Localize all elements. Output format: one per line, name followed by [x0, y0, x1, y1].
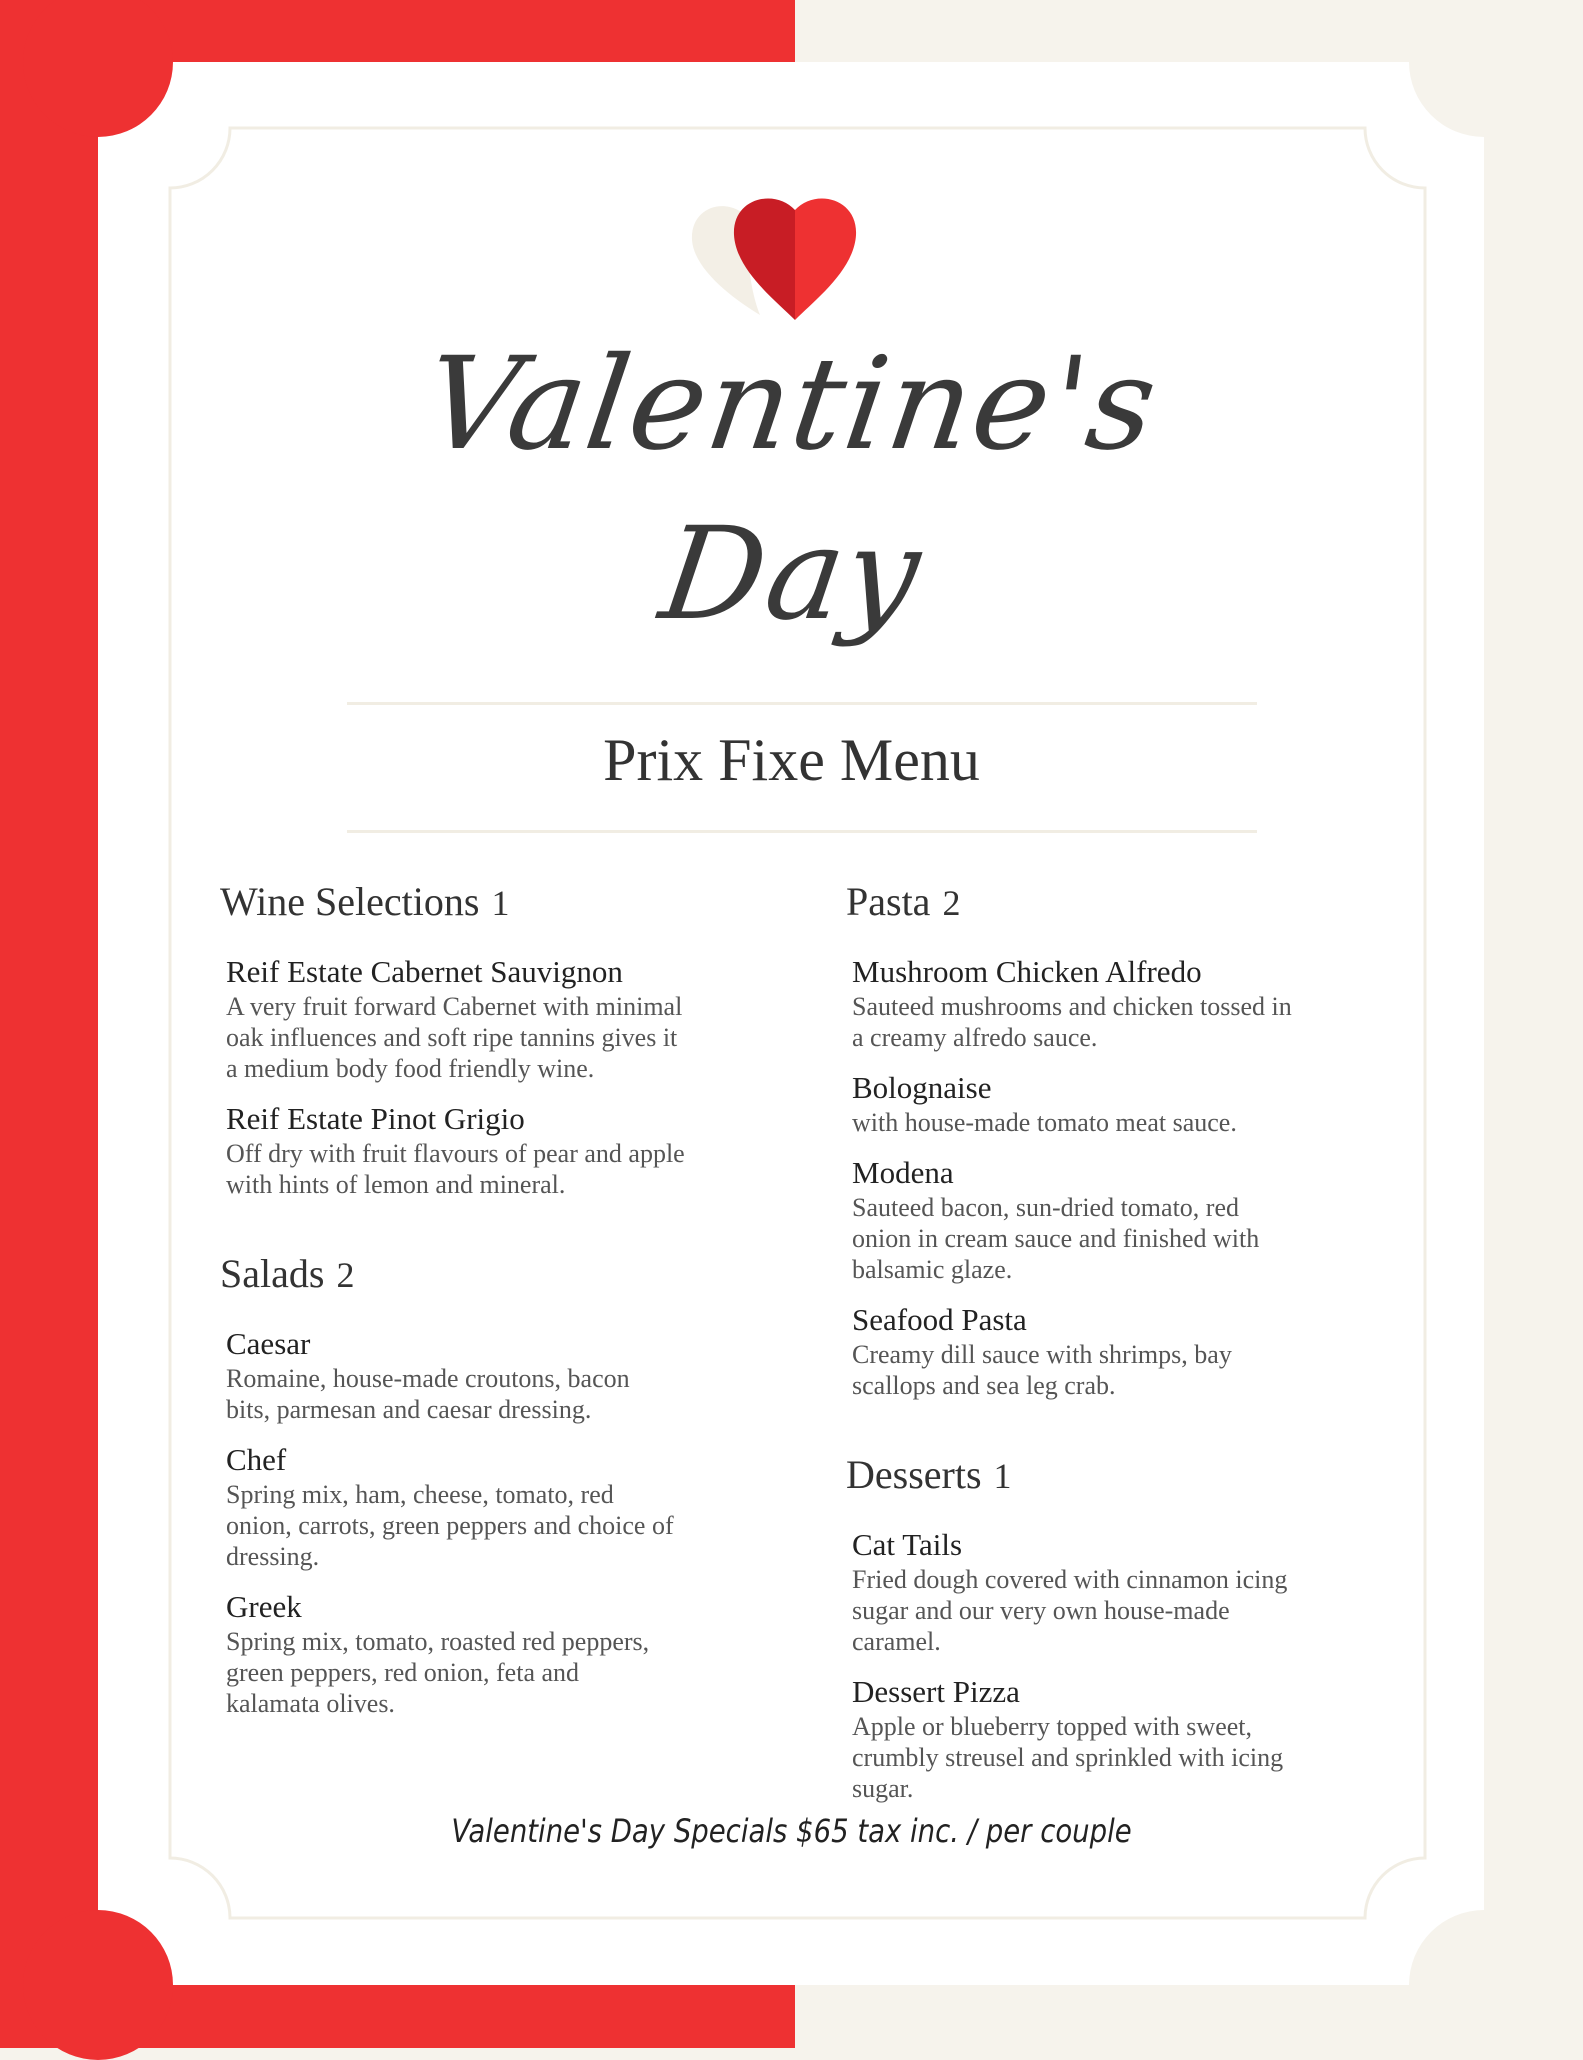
heart-icon: [690, 190, 865, 335]
divider-bottom: [347, 830, 1257, 833]
section-title: Salads: [220, 1251, 325, 1296]
title-line-1: Valentine's: [416, 330, 1167, 479]
card-corner-notch: [1409, 1910, 1559, 2060]
menu-column-left: [218, 878, 778, 1735]
menu-item-name: Seafood Pasta: [852, 1302, 1027, 1337]
menu-item-name: Dessert Pizza: [852, 1674, 1020, 1709]
menu-item-name: Reif Estate Cabernet Sauvignon: [226, 954, 623, 989]
section-heading-pasta: [846, 878, 1374, 925]
menu-item-desc: onion in cream sauce and finished with: [852, 1224, 1260, 1253]
menu-item-desc: a medium body food friendly wine.: [226, 1054, 595, 1083]
menu-item-desc: crumbly streusel and sprinkled with icing: [852, 1743, 1284, 1772]
menu-item-desc: Spring mix, tomato, roasted red peppers,: [226, 1627, 650, 1656]
menu-item-desc: with hints of lemon and mineral.: [226, 1170, 566, 1199]
section-title: Desserts: [846, 1452, 982, 1497]
menu-item: [226, 1100, 778, 1200]
menu-column-right: [844, 878, 1374, 1820]
menu-item: [852, 1673, 1374, 1804]
menu-item-desc: Apple or blueberry topped with sweet,: [852, 1712, 1253, 1741]
menu-item-desc: sugar.: [852, 1774, 914, 1803]
menu-item: [852, 1154, 1374, 1285]
footer-specials-text: Valentine's Day Specials $65 tax inc. / per couple: [451, 1812, 1132, 1850]
menu-item-desc: Sauteed bacon, sun-dried tomato, red: [852, 1193, 1239, 1222]
menu-item: [226, 1588, 778, 1719]
menu-item: [226, 953, 778, 1084]
section-count: 1: [993, 1456, 1012, 1496]
divider-top: [347, 702, 1257, 705]
menu-item: [852, 953, 1374, 1053]
menu-item-name: Mushroom Chicken Alfredo: [852, 954, 1202, 989]
menu-item-name: Modena: [852, 1155, 954, 1190]
menu-item: [852, 1069, 1374, 1138]
section-count: 2: [942, 883, 961, 923]
menu-item-desc: Sauteed mushrooms and chicken tossed in: [852, 992, 1292, 1021]
menu-item-name: Chef: [226, 1442, 287, 1477]
section-title: Wine Selections: [220, 879, 480, 924]
menu-item-desc: a creamy alfredo sauce.: [852, 1023, 1098, 1052]
menu-item-desc: scallops and sea leg crab.: [852, 1371, 1116, 1400]
menu-item-desc: oak influences and soft ripe tannins gives it: [226, 1023, 678, 1052]
menu-item-desc: kalamata olives.: [226, 1689, 395, 1718]
menu-item-desc: Off dry with fruit flavours of pear and apple: [226, 1139, 685, 1168]
menu-item-desc: dressing.: [226, 1542, 320, 1571]
menu-item-name: Caesar: [226, 1326, 311, 1361]
menu-item: [226, 1441, 778, 1572]
section-count: 1: [491, 883, 510, 923]
menu-item-desc: Creamy dill sauce with shrimps, bay: [852, 1340, 1232, 1369]
section-title: Pasta: [846, 879, 931, 924]
menu-item-desc: Fried dough covered with cinnamon icing: [852, 1565, 1288, 1594]
page-subtitle: Prix Fixe Menu: [603, 727, 980, 793]
menu-item-name: Bolognaise: [852, 1070, 992, 1105]
menu-item-name: Greek: [226, 1589, 302, 1624]
section-heading-desserts: [846, 1451, 1374, 1498]
menu-item-desc: balsamic glaze.: [852, 1255, 1013, 1284]
section-count: 2: [336, 1255, 355, 1295]
section-heading-salads: [220, 1250, 778, 1297]
menu-item: [226, 1325, 778, 1425]
menu-item-desc: A very fruit forward Cabernet with minimal: [226, 992, 683, 1021]
menu-item-desc: caramel.: [852, 1627, 941, 1656]
menu-item-name: Cat Tails: [852, 1527, 963, 1562]
menu-item-desc: green peppers, red onion, feta and: [226, 1658, 580, 1687]
menu-item-desc: with house-made tomato meat sauce.: [852, 1108, 1237, 1137]
menu-item-name: Reif Estate Pinot Grigio: [226, 1101, 525, 1136]
menu-item-desc: onion, carrots, green peppers and choice of: [226, 1511, 674, 1540]
menu-item: [852, 1301, 1374, 1401]
menu-item-desc: sugar and our very own house-made: [852, 1596, 1230, 1625]
card-corner-notch: [23, 1910, 173, 2060]
title-line-2: Day: [652, 500, 931, 649]
menu-item-desc: Romaine, house-made croutons, bacon: [226, 1364, 630, 1393]
menu-item-desc: bits, parmesan and caesar dressing.: [226, 1395, 592, 1424]
menu-item: [852, 1526, 1374, 1657]
section-heading-wine: [220, 878, 778, 925]
menu-item-desc: Spring mix, ham, cheese, tomato, red: [226, 1480, 614, 1509]
